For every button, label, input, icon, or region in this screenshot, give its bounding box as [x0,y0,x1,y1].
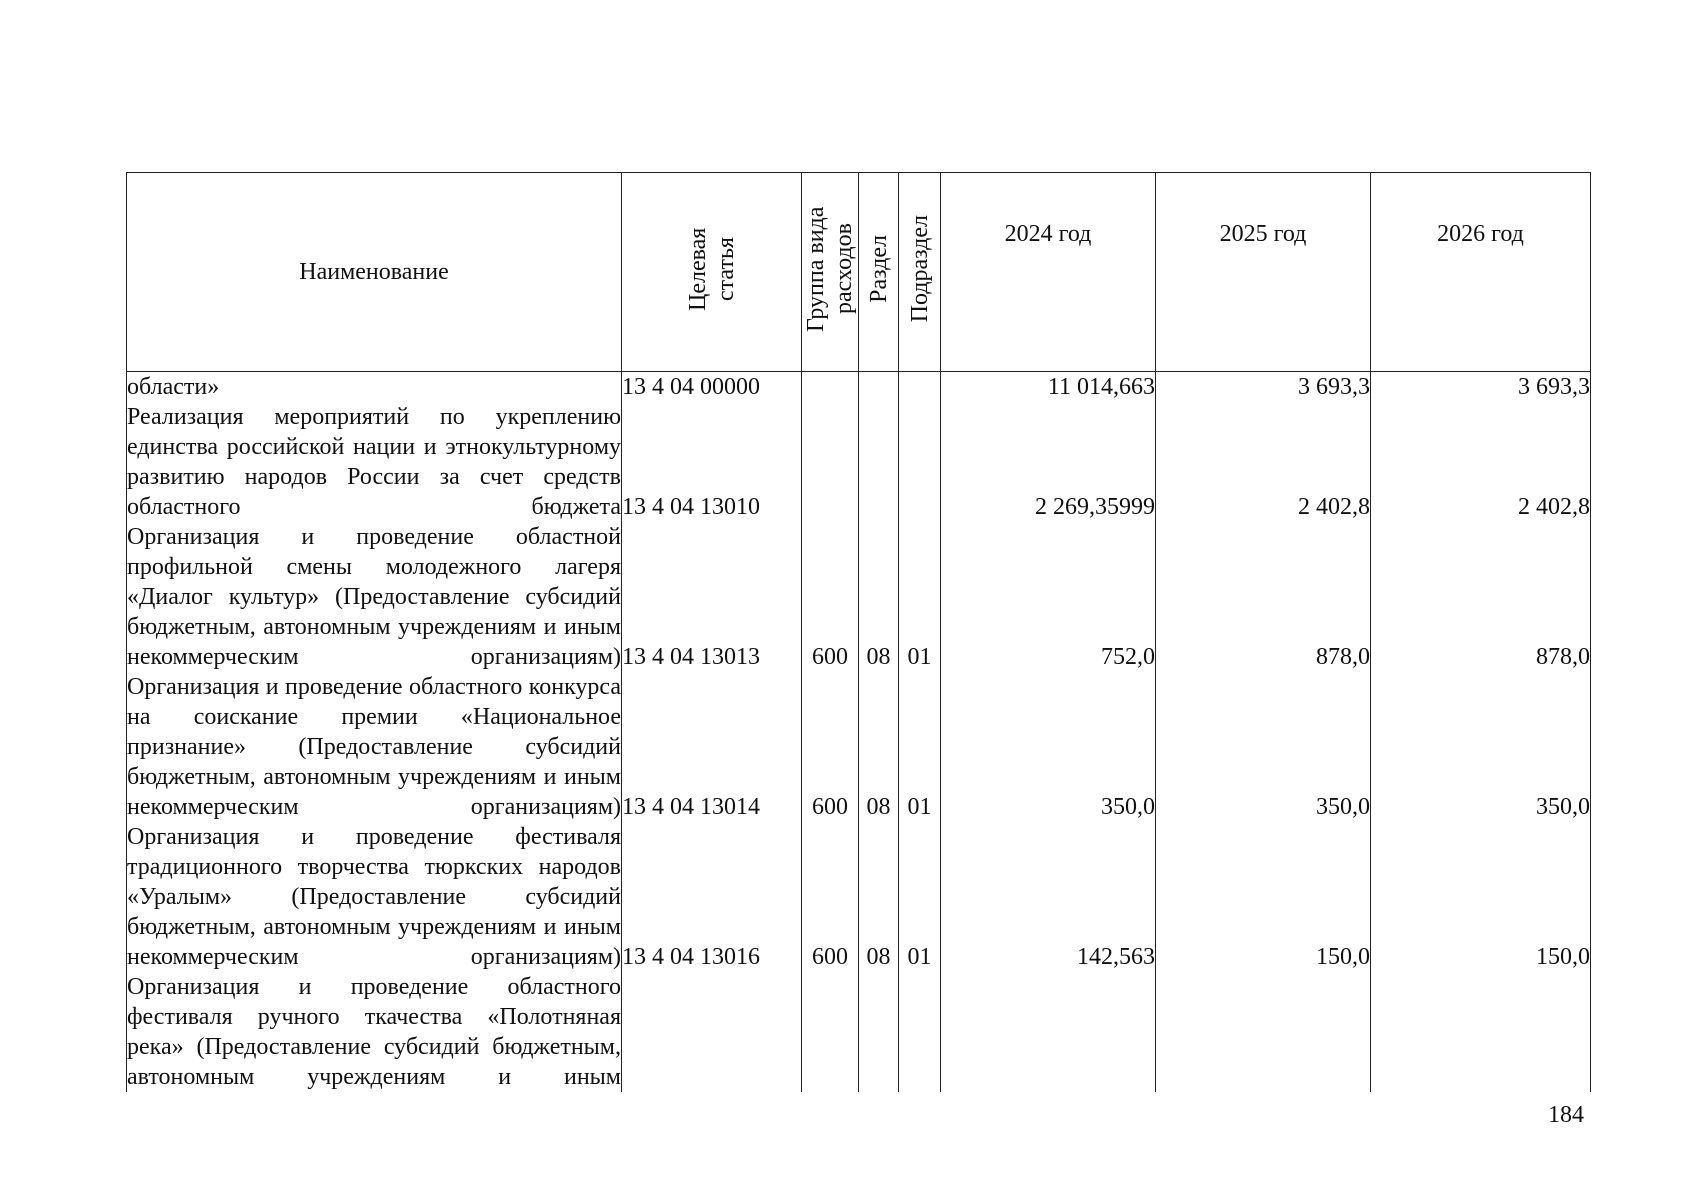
row-code: 13 4 04 13010 [622,402,802,522]
row-code: 13 4 04 13016 [622,822,802,972]
row-value-2024 [941,972,1156,1092]
row-code [622,972,802,1092]
row-group: 600 [802,522,859,672]
budget-table-frame [126,172,1590,1090]
row-group [802,372,859,403]
row-group: 600 [802,822,859,972]
table-row [127,822,1591,972]
header-2024: 2024 год [941,173,1156,372]
table-header-row [127,173,1591,372]
header-2026: 2026 год [1371,173,1591,372]
header-name: Наименование [127,173,622,372]
row-section [859,402,899,522]
table-row [127,402,1591,522]
row-value-2024: 350,0 [941,672,1156,822]
row-value-2026: 2 402,8 [1371,402,1591,522]
budget-table [126,172,1591,1092]
row-name: Организация и проведение областного конкурса на соискание премии «Национальное признание» (Предоставление субсидий бюджетным, автономным учреждениям и иным некоммерческим организациям) [127,674,621,820]
row-name: Организация и проведение областной профильной смены молодежного лагеря «Диалог культур» (Предоставление субсидий бюджетным, автономным учреждениям и иным некоммерческим организациям) [127,524,621,670]
header-expense-group: Группа вида расходов [802,173,859,372]
row-value-2026: 3 693,3 [1371,372,1591,403]
row-value-2026: 350,0 [1371,672,1591,822]
row-value-2025: 2 402,8 [1156,402,1371,522]
row-code: 13 4 04 00000 [622,372,802,403]
row-section [859,972,899,1092]
row-value-2025: 3 693,3 [1156,372,1371,403]
row-section: 08 [859,822,899,972]
row-group [802,972,859,1092]
header-section: Раздел [859,173,899,372]
header-subsection: Подраздел [899,173,941,372]
row-section: 08 [859,672,899,822]
row-value-2024: 752,0 [941,522,1156,672]
table-row [127,372,1591,403]
header-target-article: Целевая статья [622,173,802,372]
table-row [127,672,1591,822]
row-group [802,402,859,522]
page-number: 184 [1548,1102,1584,1128]
row-name: Реализация мероприятий по укреплению единства российской нации и этнокультурному развитию народов России за счет средств областного бюджета [127,404,621,520]
row-group: 600 [802,672,859,822]
row-value-2025: 150,0 [1156,822,1371,972]
table-row [127,522,1591,672]
row-subsection [899,372,941,403]
row-code: 13 4 04 13014 [622,672,802,822]
table-row [127,972,1591,1092]
row-value-2024: 11 014,663 [941,372,1156,403]
row-value-2025 [1156,972,1371,1092]
row-section [859,372,899,403]
row-subsection [899,972,941,1092]
row-subsection: 01 [899,822,941,972]
row-value-2024: 142,563 [941,822,1156,972]
row-value-2024: 2 269,35999 [941,402,1156,522]
row-value-2026: 878,0 [1371,522,1591,672]
row-subsection [899,402,941,522]
row-value-2026: 150,0 [1371,822,1591,972]
row-subsection: 01 [899,672,941,822]
row-value-2025: 878,0 [1156,522,1371,672]
row-section: 08 [859,522,899,672]
row-name: Организация и проведение фестиваля традиционного творчества тюркских народов «Уралым» (Предоставление субсидий бюджетным, автономным учреждениям и иным некоммерческим организациям) [127,824,621,970]
row-code: 13 4 04 13013 [622,522,802,672]
row-value-2025: 350,0 [1156,672,1371,822]
row-subsection: 01 [899,522,941,672]
row-name: Организация и проведение областного фестиваля ручного ткачества «Полотняная река» (Предоставление субсидий бюджетным, автономным учреждениям и иным [127,974,621,1090]
row-value-2026 [1371,972,1591,1092]
row-name: области» [127,372,622,403]
header-2025: 2025 год [1156,173,1371,372]
